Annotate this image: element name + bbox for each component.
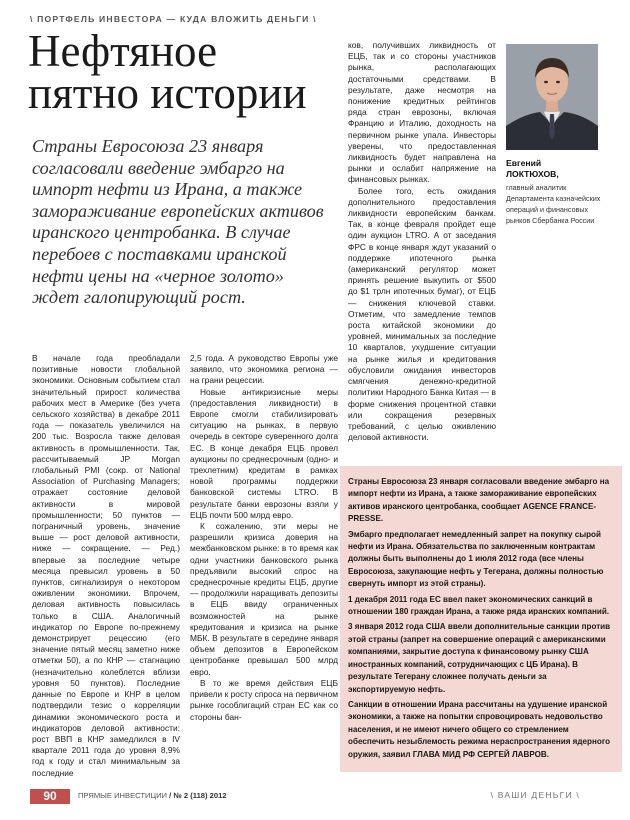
author-last-name: ЛОКТЮХОВ, (506, 169, 559, 179)
column-2-paragraph: Новые антикризисные меры (предоставления ликвидности) в Европе смогли стабилизировать ситуацию на рынках, в первую очередь в секторе суверенного долга ЕС. В конце декабря ЕЦБ провел аукционы по среднесрочным (одно- и трехлетним) кредитам в рамках новой программы поддержки банковской системы LTRO. В результате банки еврозоны взяли у ЕЦБ почти 500 млрд евро. (190, 386, 338, 520)
magazine-name: ПРЯМЫЕ ИНВЕСТИЦИИ (78, 791, 167, 800)
article-column-3 (348, 40, 496, 443)
column-2-paragraph: В то же время действия ЕЦБ привели к росту спроса на первичном рынке гособлигаций стран ЕС как со стороны бан- (190, 677, 338, 722)
sidebar-paragraph: Страны Евросоюза 23 января согласовали введение эмбарго на импорт нефти из Ирана, а также замораживание европейских активов иранского центробанка, сообщает AGENCE FRANCE-PRESSE. (348, 477, 610, 524)
rubric-header: \ ПОРТФЕЛЬ ИНВЕСТОРА — КУДА ВЛОЖИТЬ ДЕНЬГИ \ (30, 14, 317, 24)
sidebar-paragraph: 3 января 2012 года США ввели дополнительные санкции против этой страны (запрет на совершение операций с американскими компаниями, закрытие доступа к финансовому рынку США иностранных компаний, сотрудничающих с ЦБ Ирана). В результате Тегерану сложнее получать деньги за экспортируемую нефть. (348, 622, 611, 694)
magazine-issue: / № 2 (118) 2012 (169, 791, 227, 800)
page-number: 90 (30, 789, 70, 804)
author-portrait-icon (506, 44, 598, 150)
sidebar-paragraph: Санкции в отношении Ирана рассчитаны на удушение иранской экономики, а также на попытки спровоцировать недовольство населения, и не имеют ничего общего со стремлением обеспечить незыблемость режима нераспространения ядерного оружия, заявил ГЛАВА МИД РФ СЕРГЕЙ ЛАВРОВ. (348, 699, 611, 759)
author-first-name: Евгений (506, 158, 542, 168)
column-3-paragraph: ков, получивших ликвидность от ЕЦБ, так и со стороны участников рынка, располагающих достаточными средствами. В результате, даже несмотря на понижение кредитных рейтингов ряда стран еврозоны, включая Францию и Италию, доходность на первичном рынке упала. Инвесторы уверены, что предоставленная ликвидность будет направлена на рынки и ослабит напряжение на финансовых рынках. (348, 40, 496, 185)
column-1-paragraph: В начале года преобладали позитивные новости глобальной экономики. Основным событием стал значительный прирост количества рабочих мест в Америке (без учета сельского хозяйства) в декабре 2011 года — показатель увеличился на 200 тыс. Возросла также деловая активность в промышленности. Так, рассчитываемый JP Morgan глобальный PMI (сокр. от National Association of Purchasing Managers; отражает состояние деловой активности в мировой промышленности; 50 пунктов — пограничный уровень, значение выше — рост деловой активности, ниже — сокращение. — Ред.) впервые за последние четыре месяца превысил уровень в 50 пунктов, сигнализируя о некотором оживлении экономики. Впрочем, деловая активность повысилась только в США. Аналогичный индикатор по Европе по-прежнему демонстрирует рецессию (его значение пятый месяц заметно ниже отметки 50), а по КНР — стагнацию (незначительно колеблется вблизи уровня 50 пунктов). Последние данные по Европе и КНР в целом подтвердили тезис о корреляции динамики экономического роста и индикаторов деловой активности: рост ВВП в КНР замедлился в IV квартале 2011 года до уровня 8,9% год к году и стал минимальным за последние (32, 353, 180, 778)
article-column-2 (190, 353, 338, 723)
section-footer: \ ВАШИ ДЕНЬГИ \ (490, 790, 580, 800)
magazine-info (78, 791, 298, 800)
article-title: Нефтяное пятно истории (28, 26, 307, 118)
author-role: главный аналитик Департамента казначейских операций и финансовых рынков Сбербанка России (506, 183, 601, 225)
sidebar-box-text (348, 476, 614, 761)
column-3-paragraph: Более того, есть ожидания дополнительного предоставления ликвидности европейским банкам. Так, в конце февраля пройдет еще один аукцион LTRO. А от заседания ФРС в конце января ждут указаний о поддержке ипотечного рынка (американский регулятор может принять решение выкупить от $500 до $1 трлн ипотечных бумаг), от ЕЦБ — снижения ключевой ставки. Отметим, что замедление темпов роста китайской экономики до уровней, минимальных за последние 10 кварталов, ухудшение ситуации на рынке жилья и кредитования обусловили ожидания инвесторов смягчения денежно-кредитной политики Народного Банка Китая — в форме снижения процентной ставки или сокращения резервных требований, с целью оживлению деловой активности. (348, 185, 496, 443)
article-lead: Страны Евросоюза 23 января согласовали введение эмбарго на импорт нефти из Ирана, а также замораживание европейских активов иранского центробанка. В случае перебоев с поставками иранской нефти цены на «черное золото» ждет галопирующий рост. (32, 136, 324, 308)
sidebar-paragraph: 1 декабря 2011 года ЕС ввел пакет экономических санкций в отношении 180 граждан Ирана, а также ряда иранских компаний. (348, 594, 610, 617)
article-column-1 (32, 353, 180, 779)
sidebar-paragraph: Эмбарго предполагает немедленный запрет на покупку сырой нефти из Ирана. Обязательства по заключенным контрактам должны быть выполнены до 1 июля 2012 года (все члены Евросоюза, закупающие нефть у Тегерана, должны полностью свернуть импорт из этой страны). (348, 529, 604, 589)
column-2-paragraph: К сожалению, эти меры не разрешили кризиса доверия на межбанковском рынке: в то время как одни участники банковского рынка предъявили высокий спрос на среднесрочные кредиты ЕЦБ, другие — продолжили наращивать депозиты в ЕЦБ ввиду ограниченных возможностей на рынке кредитования и кризиса на рынке МБК. В результате в середине января объем депозитов в Европейском центробанке превышал 500 млрд евро. (190, 521, 338, 677)
author-photo (506, 44, 598, 150)
author-name (506, 158, 616, 180)
column-2-paragraph: 2,5 года. А руководство Европы уже заявило, что экономика региона — на грани рецессии. (190, 353, 338, 386)
